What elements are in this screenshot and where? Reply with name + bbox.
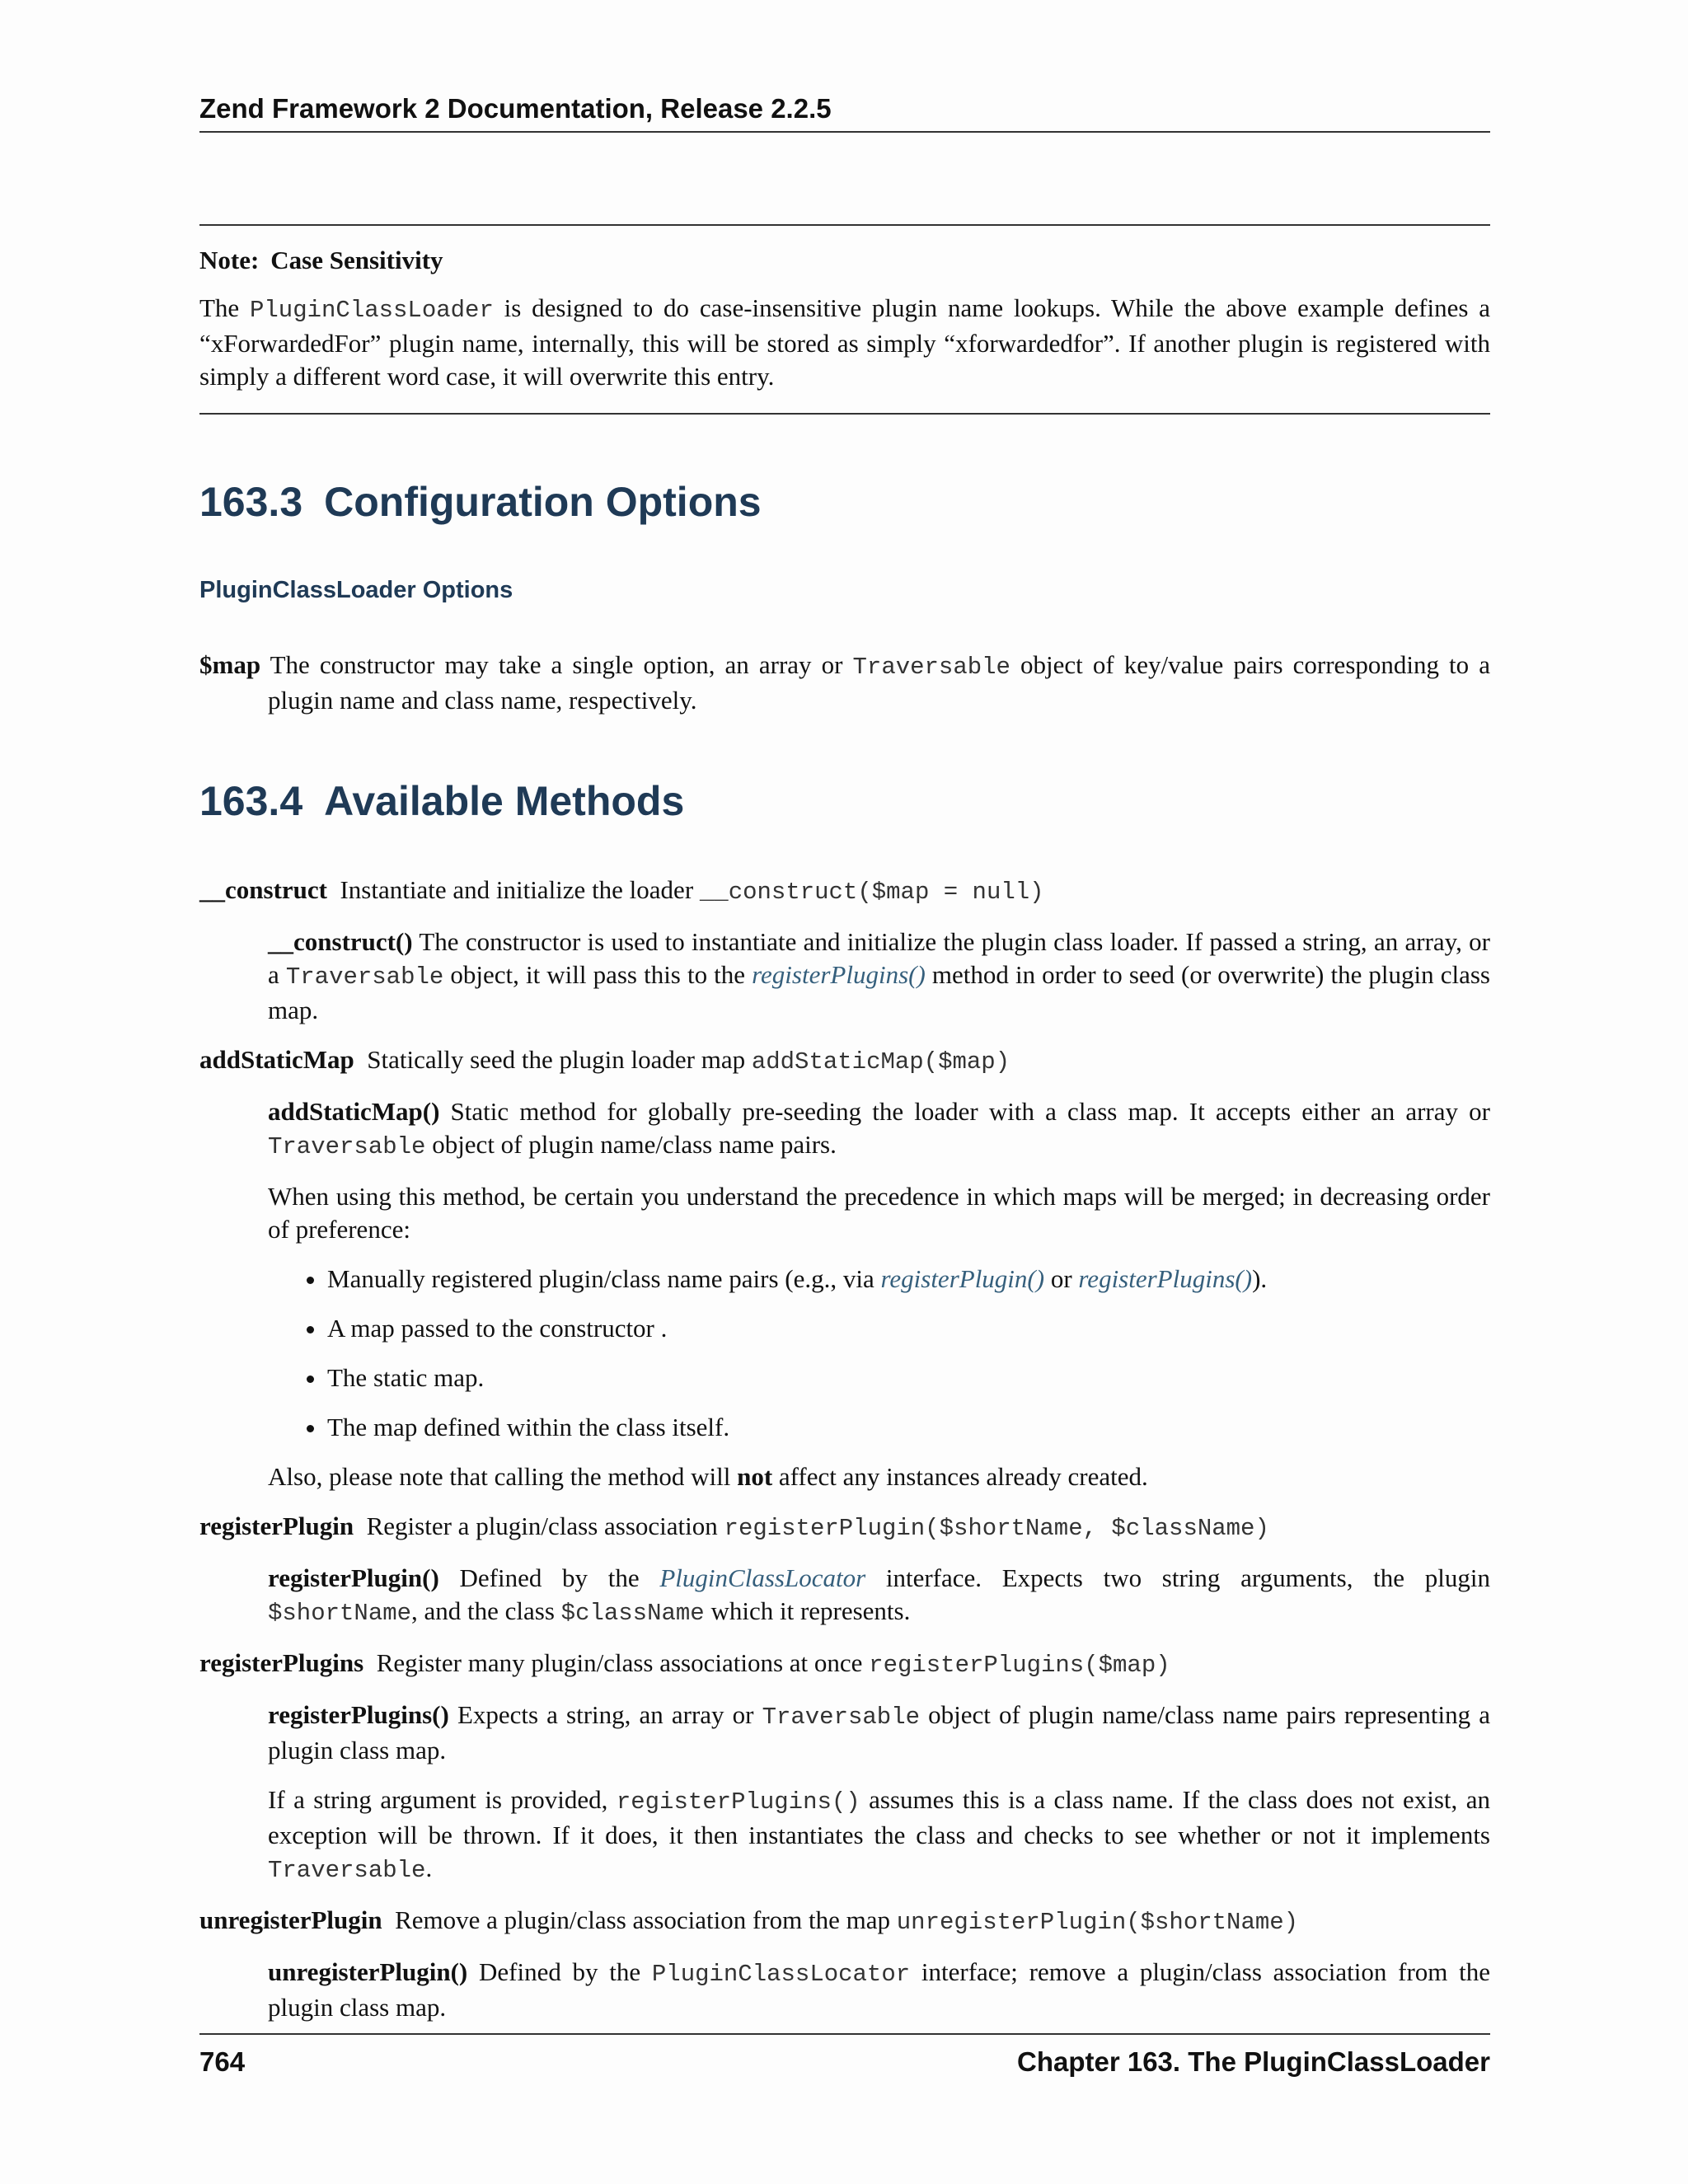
method-registerPlugins-def: registerPlugins() Expects a string, an array or Traversable object of plugin name/class name pairs representing a plugin class map. If a string argument is provided, registerPlugins() assumes this is a class name. If the class does not exist, an exception will be thrown. If it does, it then instantiates the class and checks to see whether or not it implements Traversable. — [268, 1700, 1490, 1884]
page-footer — [199, 2033, 1490, 2078]
list-item: • The map defined within the class itself. — [327, 1411, 1490, 1444]
method-construct-def: __construct() The constructor is used to instantiate and initialize the plugin class loader. If passed a string, an array, or a Traversable object, it will pass this to the registerPlugins() method in order to seed (or overwrite) the plugin class map. — [268, 927, 1490, 1024]
method-addStaticMap-def: addStaticMap() Static method for globally pre-seeding the loader with a class map. It accepts either an array or Traversable object of plugin name/class name pairs. When using this method, be certain you understand the precedence in which maps will be merged; in decreasing order of preference: • Manually registered plugin/class name pairs (e.g., via registerPlugin() or registerPlugins()). • A map passed to the constructor . • The static map. • The map defined within the class itself. Also, please note that calling the method will not affect any instances already created. — [268, 1095, 1490, 1493]
list-item: • Manually registered plugin/class name pairs (e.g., via registerPlugin() or registerPlugins()). — [327, 1263, 1490, 1296]
option-term: $map — [199, 650, 261, 679]
note-title — [199, 246, 1490, 275]
note-heading: Case Sensitivity — [270, 246, 443, 274]
inline-code: PluginClassLoader — [250, 297, 494, 324]
precedence-list — [268, 1263, 1490, 1444]
link-registerPlugin[interactable]: registerPlugin() — [880, 1264, 1045, 1293]
link-registerPlugins[interactable]: registerPlugins() — [1078, 1264, 1253, 1293]
list-item: • A map passed to the constructor . — [327, 1312, 1490, 1345]
note-label: Note: — [199, 246, 260, 274]
note-text: The PluginClassLoader is designed to do case-insensitive plugin name lookups. While the above example defines a “xForwardedFor” plugin name, internally, this will be stored as simply “xforwardedfor”. If another plugin is registered with simply a different word case, it will overwrite this entry. — [199, 293, 1490, 391]
rubric-options: PluginClassLoader Options — [199, 577, 513, 603]
method-addStaticMap: addStaticMap Statically seed the plugin loader map addStaticMap($map) — [199, 1045, 1010, 1076]
section-heading-config: 163.3 Configuration Options — [199, 479, 762, 525]
method-unregisterPlugin-def: unregisterPlugin() Defined by the PluginClassLocator interface; remove a plugin/class association from the plugin class map. — [268, 1957, 1490, 2022]
note-box — [199, 224, 1490, 415]
method-registerPlugin-def: registerPlugin() Defined by the PluginClassLocator interface. Expects two string arguments, the plugin $shortName, and the class $className which it represents. — [268, 1563, 1490, 1627]
running-header: Zend Framework 2 Documentation, Release 2.2.5 — [199, 93, 1490, 133]
option-map: $map The constructor may take a single option, an array or Traversable object of key/value pairs corresponding to a plugin name and class name, respectively. — [199, 650, 1491, 715]
method-registerPlugin: registerPlugin Register a plugin/class association registerPlugin($shortName, $className) — [199, 1511, 1269, 1542]
method-construct: __construct Instantiate and initialize the loader __construct($map = null) — [199, 875, 1044, 906]
method-unregisterPlugin: unregisterPlugin Remove a plugin/class association from the map unregisterPlugin($shortName) — [199, 1905, 1299, 1936]
link-registerPlugins[interactable]: registerPlugins() — [752, 960, 926, 989]
section-heading-methods: 163.4 Available Methods — [199, 778, 685, 824]
link-PluginClassLocator[interactable]: PluginClassLocator — [659, 1563, 866, 1592]
chapter-title: Chapter 163. The PluginClassLoader — [1017, 2046, 1490, 2077]
method-registerPlugins: registerPlugins Register many plugin/class associations at once registerPlugins($map) — [199, 1648, 1170, 1679]
page-number: 764 — [199, 2046, 246, 2077]
list-item: • The static map. — [327, 1361, 1490, 1394]
methods-list — [199, 874, 1490, 2041]
